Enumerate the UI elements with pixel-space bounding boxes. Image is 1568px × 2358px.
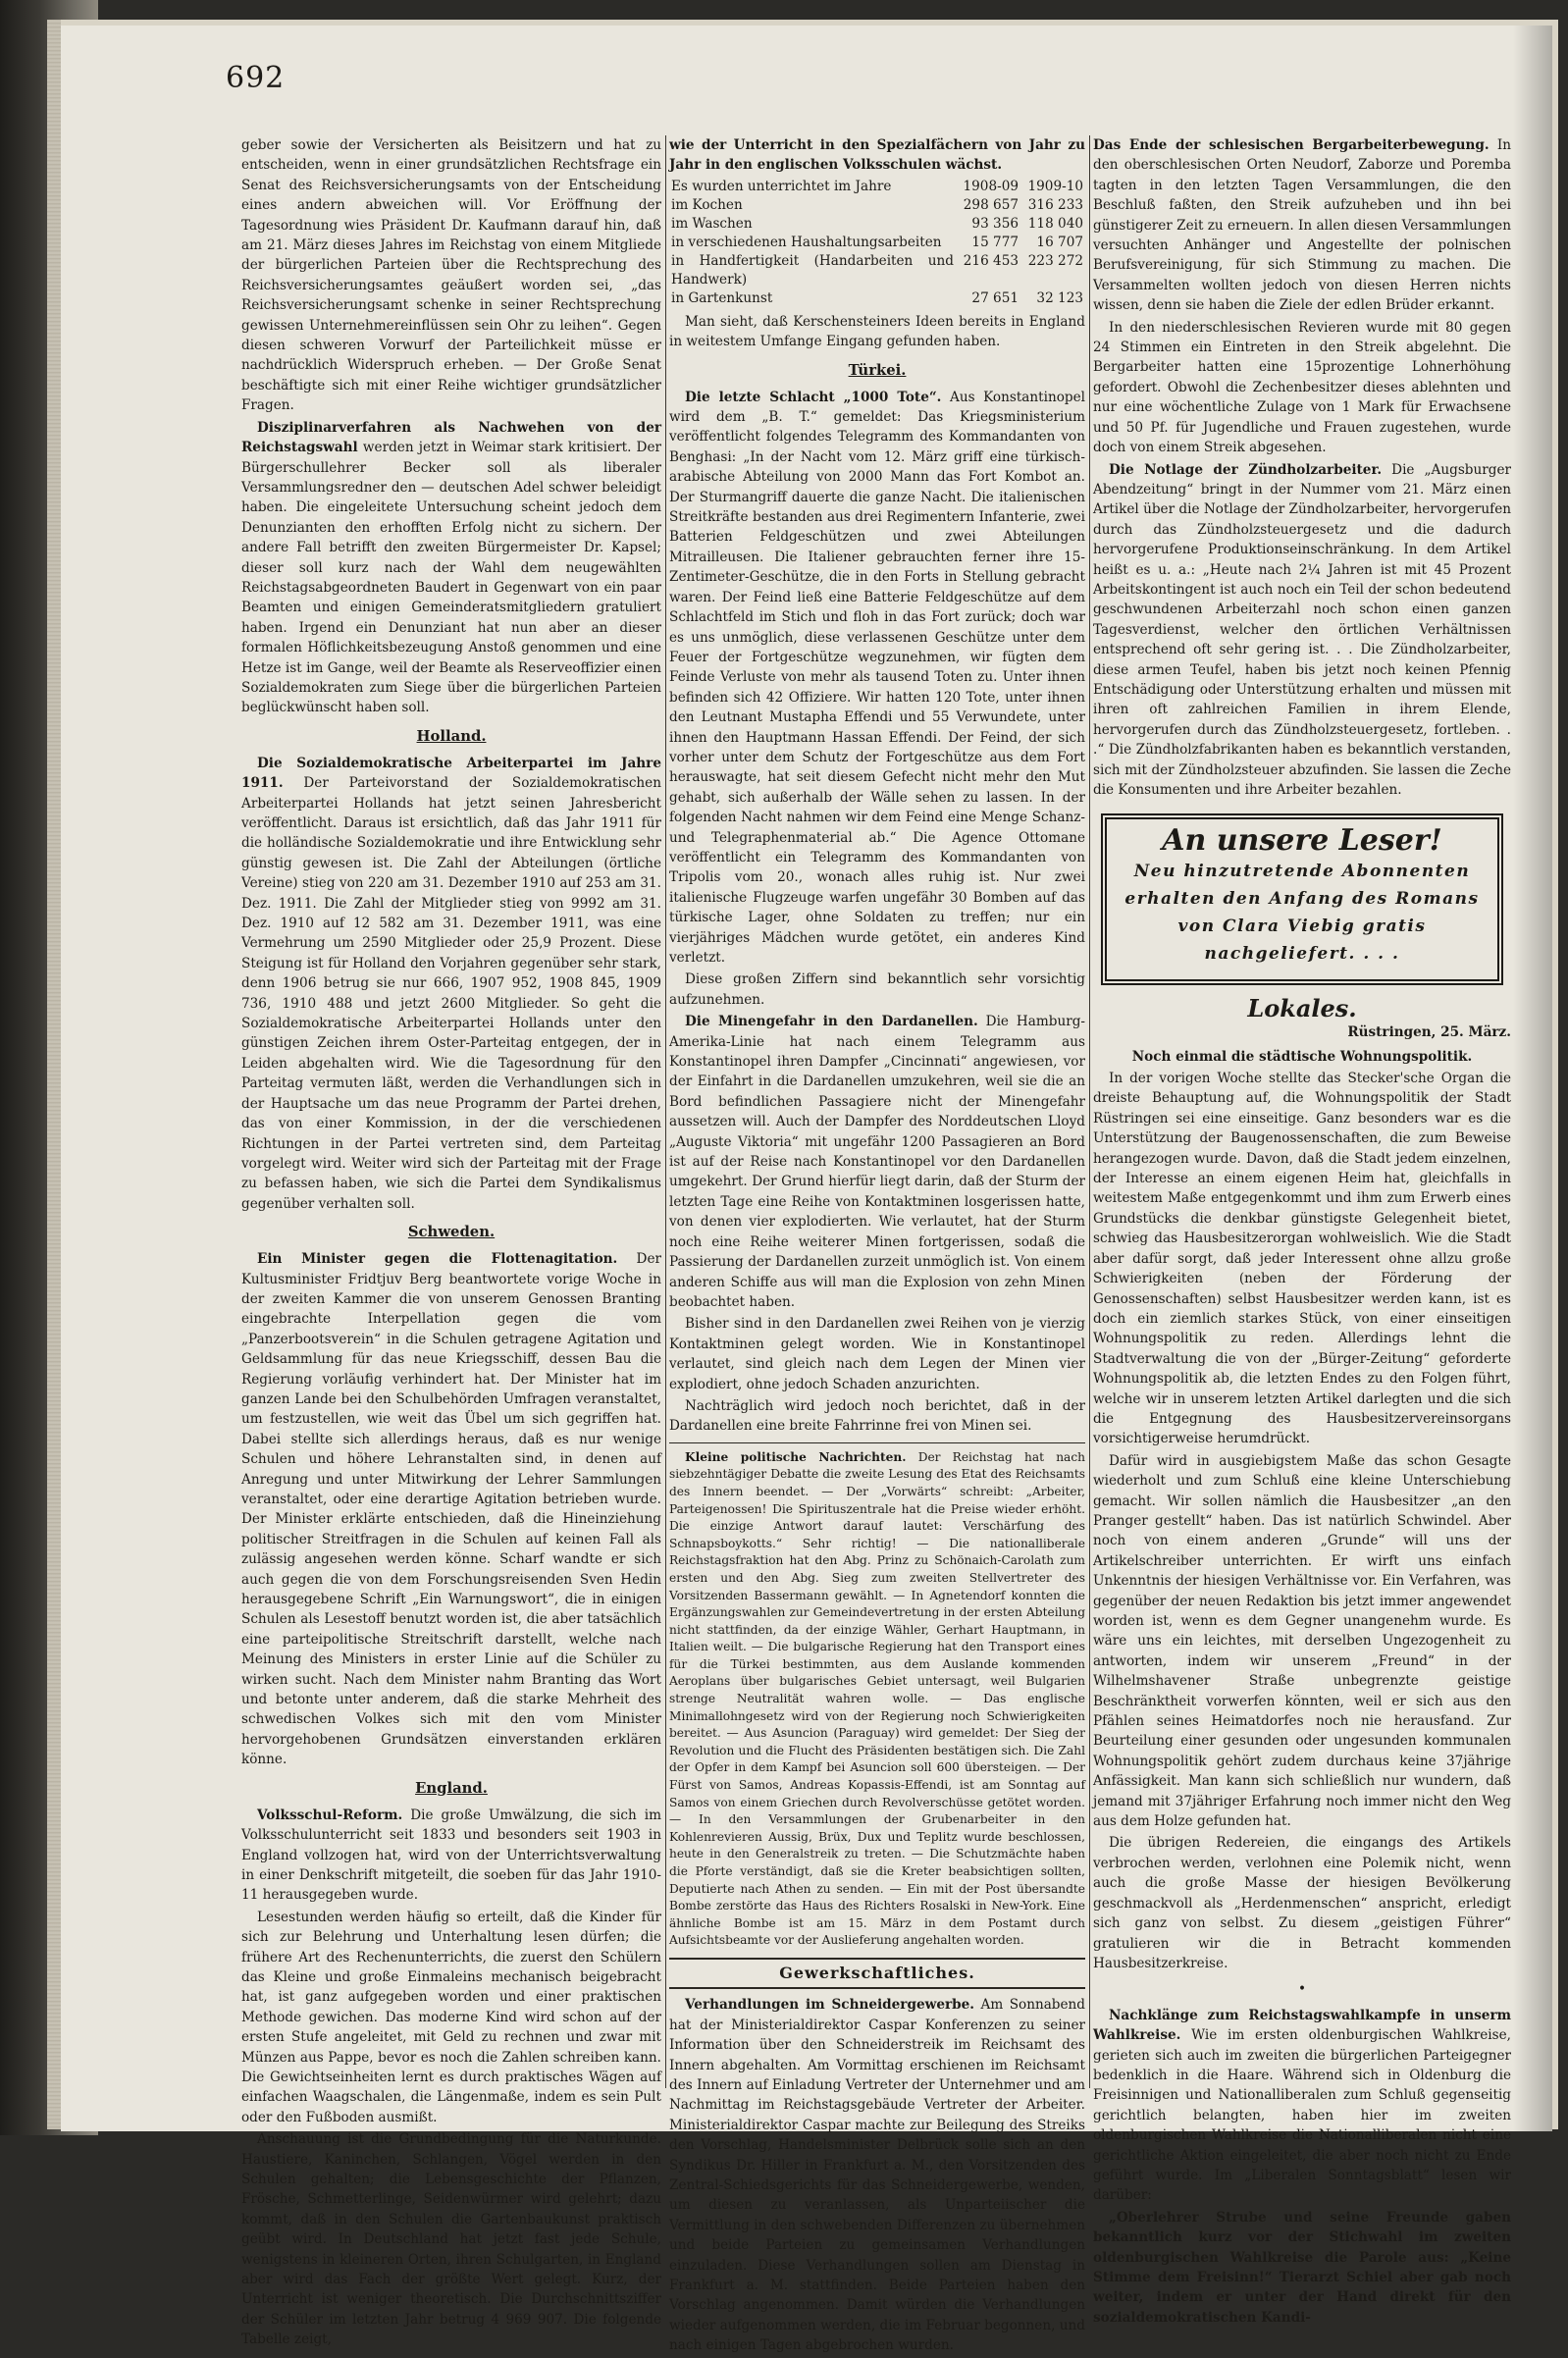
article-text: werden jetzt in Weimar stark kritisiert. Der Bürgerschullehrer Becker soll als liberaler Versammlungsredner den — deutschen Adel schwer beleidigt haben. Die eingeleitete Untersuchung scheint jedoch dem Denunzianten den erhofften Erfolg nicht zu sichern. Der andere Fall betrifft den zweiten Bürgermeister Dr. Kapsel; dieser soll kurz nach der Wahl dem neugewählten Reichstagsabgeordneten Baudert in Gegenwart von ein paar Beamten und einigen Gemeinderatsmitgliedern gratuliert haben. Irgend ein Denunziant hat nun aber an dieser formalen Höflichkeitsbezeugung Anstoß genommen und eine Hetze ist im Gange, weil der Beamte als Reserveoffizier einen Sozialdemokraten zum Siege über die bürgerlichen Parteien beglückwünscht haben soll. — [241, 440, 661, 716]
table-cell: 27 651 — [971, 289, 1019, 306]
table-header-cell: 1908-09 — [963, 178, 1019, 194]
table-row — [669, 215, 1085, 234]
article-paragraph — [669, 1995, 1085, 2355]
section-heading-england: England. — [415, 1779, 488, 1797]
article-paragraph — [1093, 460, 1511, 801]
article-text: Dafür wird in ausgiebigstem Maße das schon Gesagte wiederholt und zum Schluß eine kleine Unterschiebung gemacht. Wir sollen nämlich die Hausbesitzer „an den Pranger gestellt“ haben. Das ist natürlich Schwindel. Aber noch von einem anderen „Grunde“ will uns der Artikelschreiber unterrichten. Er wirft uns einfach Unkenntnis der hiesigen Verhältnisse vor. Ein Verfahren, was gegenüber der neuen Redaktion bis jetzt immer angewendet worden ist, wenn es dem Gegner unangenehm wurde. Es wäre uns ein leichtes, mit derselben Ungezogenheit zu antworten, indem wir unserem „Freund“ in der Wilhelmshavener Straße unbegrenzte geistige Beschränktheit vorwerfen könnten, weil er sich aus den Pfählen seines Heimatdorfes noch nie herausfand. Zur Beurteilung einer gesunden oder ungesunden kommunalen Wohnungspolitik gehört zudem durchaus keine 37jährige Anfässigkeit. Man kann sich schließlich nur wundern, daß jemand mit 37jähriger Erfahrung noch immer nicht den Weg aus dem Holze gefunden hat. — [1093, 1452, 1511, 1830]
section-heading-schweden: Schweden. — [407, 1224, 496, 1241]
article-text: wie der Unterricht in den Spezialfächern von Jahr zu Jahr in den englischen Volksschulen wächst. — [669, 137, 1085, 174]
statistics-table — [669, 178, 1085, 308]
column-2 — [669, 135, 1085, 2358]
article-text: „Oberlehrer Strube und seine Freunde gaben bekanntlich kurz vor der Stichwahl im zweiten oldenburgischen Wahlkreise die Parole aus: „Keine Stimme dem Freisinn!“ Tierarzt Schiel aber gab noch weiter, indem er unter der Hand direkt für den sozialdemokratischen Kandi- — [1093, 2209, 1511, 2326]
dateline: Rüstringen, 25. März. — [1347, 1024, 1511, 1041]
table-row — [669, 196, 1085, 215]
table-header-cell: Es wurden unterrichtet im Jahre — [671, 178, 892, 194]
article-text: geber sowie der Versicherten als Beisitzern und hat zu entscheiden, wenn in einer grundsätzlichen Rechtsfrage ein Senat des Reichsversicherungsamts von der Entscheidung eines andern abweichen will. Vor Eröffnung der Tagesordnung wies Präsident Dr. Kaufmann darauf hin, daß am 21. März dieses Jahres im Reichstag von einem Mitgliede der bürgerlichen Parteien über die Rechtsprechung des Reichsversicherungsamtes geäußert worden sei, „das Reichsversicherungsamt schenke in seiner Rechtsprechung gewissen Unternehmereinflüssen sein Ohr zu leihen“. Gegen diesen schweren Vorwurf der Parteilichkeit müsse er nachdrücklich Widerspruch erheben. — Der Große Senat beschäftigte sich mit einer Reihe wichtiger grundsätzlicher Fragen. — [241, 137, 661, 414]
article-headline: Kleine politische Nachrichten. — [685, 1449, 907, 1464]
article-text: Bisher sind in den Dardanellen zwei Reihen von je vierzig Kontaktminen gelegt worden. Wie in Konstantinopel verlautet, sind gleich nach dem Legen der Minen vier explodiert, ohne jedoch Schaden anzurichten. — [669, 1316, 1085, 1392]
article-text: Der Parteivorstand der Sozialdemokratischen Arbeiterpartei Hollands hat jetzt seinen Jahresbericht veröffentlicht. Daraus ist ersichtlich, daß das Jahr 1911 für die holländische Sozialdemokratie und ihre Entwicklung sehr günstig gewesen ist. Die Zahl der Abteilungen (örtliche Vereine) stieg von 220 am 31. Dezember 1910 auf 253 am 31. Dez. 1911. Die Zahl der Mitglieder stieg von 9992 am 31. Dez. 1910 auf 12 582 am 31. Dezember 1911, was eine Vermehrung um 2590 Mitglieder oder 25,9 Prozent. Diese Steigung ist für Holland den Vorjahren gegenüber sehr stark, denn 1906 betrug sie nur 666, 1907 952, 1908 845, 1909 736, 1910 488 und jetzt 2600 Mitglieder. So geht die Sozialdemokratische Arbeiterpartei Hollands unter den günstigen Zeichen ihrem Oster-Parteitag entgegen, der in Leiden abgehalten wird. Wie die Tagesordnung für den Parteitag vermuten läßt, werden die Verhandlungen sich in der Hauptsache um das neue Programm der Partei drehen, das von einer Kommission, in der die verschiedenen Richtungen in der Partei vertreten sind, dem Parteitag vorgelegt wird. Weiter wird sich der Parteitag mit der Frage zu befassen haben, wie sich die Partei dem Syndikalismus gegenüber verhalten soll. — [241, 775, 661, 1212]
table-cell: im Waschen — [671, 215, 753, 232]
table-cell: 118 040 — [1027, 215, 1083, 232]
notice-body: Neu hinzutretende Abonnenten erhalten den Anfang des Romans von Clara Viebig gratis nachgeliefert. . . . — [1124, 861, 1480, 964]
table-cell: 15 777 — [971, 234, 1019, 250]
table-cell: 223 272 — [1027, 252, 1083, 269]
article-paragraph — [241, 418, 661, 718]
article-paragraph — [241, 1249, 661, 1770]
table-cell: in verschiedenen Haushaltungsarbeiten — [671, 234, 942, 250]
article-text: Lesestunden werden häufig so erteilt, daß die Kinder für sich zur Belehrung und Unterhaltung lesen dürfen; die frühere Art des Rechenunterrichts, die zuerst den Schülern das Kleine und große Einmaleins mechanisch beigebracht hat, ist ganz aufgegeben worden und einer praktischen Methode gewichen. Das moderne Kind wird schon auf der ersten Stufe angeleitet, mit Geld zu rechnen und zwar mit Münzen aus Pappe, bevor es noch die Zahlen schreiben kann. Die Gewichtseinheiten lernt es durch praktisches Wägen auf einfachen Waagschalen, die Längenmaße, indem es sein Pult oder den Fußboden ausmißt. — [241, 1909, 661, 2125]
notice-title: An unsere Leser! — [1162, 823, 1442, 859]
article-text: Man sieht, daß Kerschensteiners Ideen bereits in England in weitestem Umfange Eingang gefunden haben. — [669, 313, 1085, 350]
section-heading-tuerkei: Türkei. — [848, 361, 907, 379]
column-1 — [241, 135, 661, 2352]
article-text: Der Reichstag hat nach siebzehntägiger Debatte die zweite Lesung des Etat des Reichsamts des Innern beendet. — Der „Vorwärts“ schreibt: „Arbeiter, Parteigenossen! Die Spirituszentrale hat die Preise wieder erhöht. Die einzige Antwort darauf lautet: Verschärfung des Schnapsboykotts.“ Sehr richtig! — Die nationalliberale Reichstagsfraktion hat den Abg. Prinz zu Schönaich-Carolath zum ersten und den Abg. Sieg zum zweiten Stellvertreter des Vorsitzenden Bassermann gewählt. — In Agnetendorf konnten die Ergänzungswahlen zur Gemeindevertretung in der ersten Abteilung nicht stattfinden, da der einzige Wähler, Gerhart Hauptmann, in Italien weilt. — Die bulgarische Regierung hat den Transport eines für die Türkei bestimmten, aus dem Auslande kommenden Aeroplans über bulgarisches Gebiet untersagt, weil Bulgarien strenge Neutralität wahren wolle. — Das englische Minimallohngesetz wird von der Regierung noch Schwierigkeiten bereitet. — Aus Asuncion (Paraguay) wird gemeldet: Der Sieg der Revolution und die Flucht des Präsidenten bestätigen sich. Die Zahl der Opfer in dem Kampf bei Asuncion soll 600 übersteigen. — Der Fürst von Samos, Andreas Kopassis-Effendi, ist am Sonntag auf Samos von einem Griechen durch Revolverschüsse getötet worden. — In den Versammlungen der Grubenarbeiter in den Kohlenrevieren Aussig, Brüx, Dux und Teplitz wurde beschlossen, heute in den Generalstreik zu treten. — Die Schutzmächte haben die Pforte verständigt, daß sie die Kreter beabsichtigen sollten, Deputierte nach Athen zu senden. — Ein mit der Post übersandte Bombe zerstörte das Haus des Richters Rosalski in New-York. Eine ähnliche Bombe ist am 15. März in dem Postamt durch Aufsichtsbeamte vor der Auslieferung angehalten worden. — [669, 1449, 1085, 1948]
article-headline: Nachklänge zum Reichstagswahlkampfe in unserm Wahlkreise. — [1093, 2007, 1511, 2044]
article-text: Anschauung ist die Grundbedingung für die Naturkunde. Haustiere, Kaninchen, Schlangen, Vögel werden in den Schulen gehalten; die Lebensgeschichte der Pflanzen, Frösche, Schmetterlinge, Seidenwürmer wird gelehrt; dazu kommt, daß in den Schulen die Gartenbaukunst praktisch geübt wird. In Deutschland hat jetzt fast jede Schule, wenigstens in kleineren Orten, ihren Schulgarten, in England aber wird das Fach der größte Wert gelegt. Kurz, der Unterricht ist weniger theoretisch. Die Durchschnittsziffer der Schüler im letzten Jahr betrug 4 969 907. Die folgende Tabelle zeigt, — [241, 2131, 661, 2348]
article-text: Der Kultusminister Fridtjuv Berg beantwortete vorige Woche in der zweiten Kammer die von unserem Genossen Branting eingebrachte Interpellation gegen die vom „Panzerbootsverein“ in die Schulen getragene Agitation und Geldsammlung für das neue Kriegsschiff, dessen Bau die Regierung vorläufig verhindert hat. Der Minister hat im ganzen Lande bei den Schulbehörden Umfragen veranstaltet, um festzustellen, wie weit das Übel um sich gegriffen hat. Dabei stellte sich allerdings heraus, daß es nur wenige Schulen und höhere Lehranstalten sind, in denen auf Anregung und unter Mitwirkung der Lehrer Sammlungen veranstaltet, oder eine derartige Agitation betrieben wurde. Der Minister erklärte entschieden, daß die Hineinziehung politischer Streitfragen in die Schulen auf keinen Fall als zulässig angesehen werden könne. Scharf wandte er sich auch gegen die von dem Forschungsreisenden Sven Hedin herausgegebene Schrift „Ein Warnungswort“, die in einigen Schulen als Lesestoff benutzt worden ist, die aber tatsächlich eine parteipolitische Streitschrift darstellt, welche nach Meinung des Ministers in erster Linie auf die Schüler zu wirken sucht. Nach dem Minister nahm Branting das Wort und betonte unter anderem, daß die starke Mehrheit des schwedischen Volkes sich mit den vom Minister hervorgehobenen Grundsätzen einverstanden erklären könne. — [241, 1251, 661, 1768]
article-text: In den niederschlesischen Revieren wurde mit 80 gegen 24 Stimmen ein Eintreten in den Streik abgelehnt. Die Bergarbeiter hatten eine 15prozentige Lohnerhöhung gefordert. Obwohl die Zechenbesitzer dieses ablehnten und nur eine wöchentliche Zulage von 1 Mark für Erwachsene und 50 Pf. für Jugendliche und Frauen zugestehen, wurde doch von einem Streik abgesehen. — [1093, 319, 1511, 456]
column-rule-2 — [1089, 135, 1090, 2088]
article-text: Am Sonnabend hat der Ministerialdirektor Caspar Konferenzen zu seiner Information über den Schneiderstreik im Reichsamt des Innern abgehalten. Am Vormittag erschienen im Reichsamt des Innern auf Einladung Vertreter der Unternehmer und am Nachmittag im Reichstagsgebäude Vertreter der Arbeiter. Ministerialdirektor Caspar machte zur Beilegung des Streiks den Vorschlag, Handelsminister Delbrück solle sich an den Syndikus Dr. Hiller in Frankfurt a. M., den Vorsitzenden des Zentral-Schiedsgerichts für das Schneidergewerbe, wenden, um diesen zu veranlassen, als Unparteiischer die Vermittlung in den schwebenden Differenzen zu übernehmen und beide Parteien zu gemeinsamen Verhandlungen einzuladen. Diese Verhandlungen sollen am Dienstag in Frankfurt a. M. stattfinden. Beide Parteien haben den Vorschlag angenommen. Damit würden die Verhandlungen wieder aufgenommen werden, die im Februar begonnen, und nach einigen Tagen abgebrochen wurden. — [669, 1997, 1086, 2354]
table-cell: 298 657 — [963, 196, 1019, 213]
table-row — [669, 252, 1085, 289]
article-headline: Ein Minister gegen die Flottenagitation. — [257, 1251, 618, 1268]
article-text: Die „Augsburger Abendzeitung“ bringt in der Nummer vom 21. März einen Artikel über die Notlage der Zündholzarbeiter, hervorgerufen durch das Zündholzsteuergesetz und die dadurch hervorgerufene Produktionseinschränkung. In dem Artikel heißt es u. a.: „Heute nach 2¼ Jahren ist mit 45 Prozent Arbeitskontingent ist auch noch ein Teil der schon bedeutend geschwundenen Arbeiterzahl noch schon einen ganzen Tagesverdienst, welcher den örtlichen Verhältnissen entsprechend oft sehr gering ist. . . Die Zündholzarbeiter, diese armen Teufel, haben bis jetzt noch keinen Pfennig Entschädigung oder Unterstützung erhalten und müssen mit ihren oft zahlreichen Familien in ihrem Elende, hervorgerufen durch das Zündholzsteuergesetz, fortleben. . .“ Die Zündholzfabrikanten haben es bekanntlich verstanden, sich mit der Zündholzsteuer abzufinden. Sie lassen die Zeche die Konsumenten und ihre Arbeiter bezahlen. — [1093, 461, 1512, 798]
article-text: Diese großen Ziffern sind bekanntlich sehr vorsichtig aufzunehmen. — [669, 971, 1085, 1008]
article-headline: Disziplinarverfahren als Nachwehen von der Reichstagswahl — [241, 419, 661, 456]
article-text: In den oberschlesischen Orten Neudorf, Zaborze und Poremba tagten in den letzten Tagen Versammlungen, die den Beschluß faßten, den Streik aufzuheben und ihn bei günstigerer Zeit zu erneuern. In allen diesen Versammlungen versuchten Anhänger und Angestellte der polnischen Berufsvereinigung, für sich Stimmung zu machen. Die Versammelten wollten jedoch von diesen Herren nichts wissen, denn sie haben die Ziele der edlen Brüder erkannt. — [1093, 137, 1511, 314]
divider — [669, 1442, 1085, 1443]
article-headline: Das Ende der schlesischen Bergarbeiterbewegung. — [1093, 137, 1490, 153]
table-cell: 216 453 — [963, 252, 1019, 269]
page-number: 692 — [226, 61, 286, 95]
section-heading-lokales: Lokales. — [1247, 993, 1357, 1022]
article-text: Nachträglich wird jedoch noch berichtet, daß in der Dardanellen eine breite Fahrrinne frei von Minen sei. — [669, 1397, 1085, 1435]
table-header-cell: 1909-10 — [1027, 178, 1083, 194]
table-cell: 316 233 — [1027, 196, 1083, 213]
column-3 — [1093, 135, 1511, 2330]
article-paragraph — [241, 754, 661, 1214]
table-cell: 32 123 — [1036, 289, 1083, 306]
article-text: In der vorigen Woche stellte das Stecker'sche Organ die dreiste Behauptung auf, die Wohnungspolitik der Stadt Rüstringen sei eine einseitige. Ganz besonders war es die Unterstützung der Baugenossenschaften, die zum Beweise herangezogen wurde. Davon, daß die Stadt jedem einzelnen, der Interesse an einem eigenen Heim hat, gleichfalls in weitestem Maße entgegenkommt und ihm zum Erwerb eines Grundstücks die denkbar günstigste Gelegenheit bietet, schwieg das Hausbesitzerorgan wohlweislich. Wie die Stadt aber dafür sorgt, daß jeder Interessent ohne allzu große Schwierigkeiten (neben der Förderung der Genossenschaften) selbst Hausbesitzer werden kann, ist es doch ein ziemlich starkes Stück, von einer einseitigen Wohnungspolitik zu reden. Allerdings lehnt die Stadtverwaltung die von der „Bürger-Zeitung“ geforderte Wohnungspolitik ab, die letzten Endes zu den Folgen führt, welche wir in unserem letzten Artikel darlegten und die sich die Entgegnung des Hausbesitzervereinsorgans vorsichtigerweise herumdrückt. — [1093, 1071, 1511, 1447]
article-paragraph — [669, 1012, 1085, 1312]
column-rule-1 — [665, 135, 666, 2088]
article-headline: Volksschul-Reform. — [257, 1807, 403, 1823]
table-cell: in Handfertigkeit (Handarbeiten und Handwerk) — [671, 252, 954, 288]
article-text: Aus Konstantinopel wird dem „B. T.“ gemeldet: Das Kriegsministerium veröffentlicht folgendes Telegramm des Kommandanten von Benghasi: „In der Nacht vom 12. März griff eine türkisch-arabische Abteilung von 2000 Mann das Fort Kombot an. Der Sturmangriff dauerte die ganze Nacht. Die italienischen Streitkräfte bestanden aus drei Regimentern Infanterie, zwei Batterien Feldgeschützen und zwei Abteilungen Mitrailleusen. Die Italiener gebrauchten ferner ihre 15-Zentimeter-Geschütze, die in den Forts in Stellung gebracht waren. Der Feind ließ eine Batterie Feldgeschütze auf dem Schlachtfeld im Stich und floh in das Fort zurück; doch war es uns unmöglich, diese verlassenen Geschütze unter dem Feuer der Fortgeschütze wegzunehmen, wir fügten dem Feinde Verluste von mehr als tausend Toten zu. Unter ihnen befinden sich 42 Offiziere. Wir hatten 120 Tote, unter ihnen den Leutnant Mustapha Effendi und 55 Verwundete, unter ihnen den Hauptmann Hassan Effendi. Der Feind, der sich vorher unter dem Schutz der Fortgeschütze aus dem Fort herauswagte, hat seit diesem Gefecht nicht mehr den Mut gehabt, sich außerhalb der Wälle sehen zu lassen. In der folgenden Nacht nahmen wir dem Feind eine Menge Schanz- und Telegraphenmaterial ab.“ Die Agence Ottomane veröffentlicht ein Telegramm des Kommandanten von Tripolis vom 20., wonach alles ruhig ist. Nur zwei italienische Flugzeuge warfen ungefähr 30 Bomben auf das türkische Lager, ohne Soldaten zu treffen; nur ein vierjähriges Mädchen wurde getötet, ein anderes Kind verletzt. — [669, 389, 1085, 966]
article-paragraph — [669, 1449, 1085, 1950]
page-edges — [47, 20, 61, 2129]
article-headline: Noch einmal die städtische Wohnungspolitik. — [1131, 1048, 1473, 1065]
article-headline: Die Sozialdemokratische Arbeiterpartei im Jahre 1911. — [241, 755, 661, 792]
article-text: Wie im ersten oldenburgischen Wahlkreise, gerieten sich auch im zweiten die bürgerlichen Parteigegner bedenklich in die Haare. Während sich in Oldenburg die Freisinnigen und Nationalliberalen zum Schluß gegenseitig gerichtlich belangten, haben hier im zweiten oldenburgischen Wahlkreise die Nationalliberalen nicht eine gerichtliche Aktion eingeleitet, die aber noch nicht zu Ende geführt wurde. Im „Liberalen Sonntagsblatt“ lesen wir darüber: — [1093, 2027, 1511, 2204]
section-heading-gewerkschaftliches: Gewerkschaftliches. — [669, 1958, 1085, 1989]
table-row — [669, 234, 1085, 252]
article-paragraph — [1093, 135, 1511, 316]
article-headline: Verhandlungen im Schneidergewerbe. — [685, 1997, 975, 2014]
separator-ornament: • — [1297, 1981, 1307, 1998]
table-cell: in Gartenkunst — [671, 289, 773, 306]
table-cell: 93 356 — [971, 215, 1019, 232]
table-cell: 16 707 — [1036, 234, 1083, 250]
table-row — [669, 289, 1085, 308]
article-paragraph — [1093, 2006, 1511, 2206]
table-header-row — [669, 178, 1085, 196]
reader-notice-box — [1101, 813, 1503, 984]
section-heading-holland: Holland. — [416, 727, 487, 745]
article-text: Die Hamburg-Amerika-Linie hat nach einem Telegramm aus Konstantinopel ihren Dampfer „Cincinnati“ angewiesen, vor der Einfahrt in die Dardanellen umzukehren, weil sie die an Bord befindlichen Passagiere nicht der Minengefahr aussetzen will. Auch der Dampfer des Norddeutschen Lloyd „Auguste Viktoria“ mit ungefähr 1200 Passagieren an Bord ist auf der Reise nach Konstantinopel vor den Dardanellen umgekehrt. Der Grund hierfür liegt darin, daß der Sturm der letzten Tage eine Reihe von Kontaktminen losgerissen hatte, von denen vier explodierten. Wie verlautet, hat der Sturm noch eine Reihe weiterer Minen fortgerissen, sodaß die Passierung der Dardanellen zurzeit unmöglich ist. Von einem anderen Schiffe aus will man die Explosion von zehn Minen beobachtet haben. — [669, 1014, 1085, 1310]
article-paragraph — [669, 388, 1085, 969]
article-text: Die große Umwälzung, die sich im Volksschulunterricht seit 1833 und besonders seit 1903 in England vollzogen hat, wird von der Unterrichtsverwaltung in einer Denkschrift mitgeteilt, die soeben für das Jahr 1910-11 herausgegeben wurde. — [241, 1807, 661, 1904]
article-text: Die übrigen Redereien, die eingangs des Artikels verbrochen werden, verlohnen eine Polemik nicht, wenn auch die große Masse der hiesigen Bevölkerung geschmackvoll als „Herdenmenschen“ anspricht, erledigt sich ganz von selbst. Zu diesem „geistigen Führer“ gratulieren wir die in Betracht kommenden Hausbesitzerkreise. — [1093, 1835, 1511, 1971]
table-cell: im Kochen — [671, 196, 743, 213]
article-paragraph — [241, 1806, 661, 1906]
article-headline: Die Notlage der Zündholzarbeiter. — [1109, 461, 1383, 478]
article-headline: Die Minengefahr in den Dardanellen. — [685, 1014, 978, 1030]
article-headline: Die letzte Schlacht „1000 Tote“. — [685, 389, 942, 405]
